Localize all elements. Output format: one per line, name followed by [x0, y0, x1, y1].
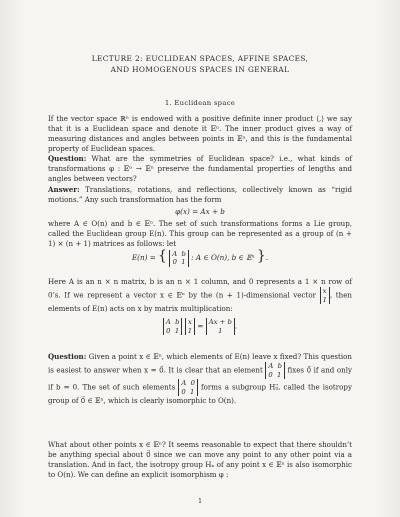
paragraph-intro: If the vector space ℝⁿ is endowed with a positive definite inner product ⟨,⟩ we say that it is a Euclidean space and denote it 𝔼ⁿ. The inner product gives a way of measuring distances and angles between points in 𝔼ⁿ, and this is the fundamental property of Euclidean spaces.: [48, 114, 352, 153]
paragraph-representation: Here A is an n × n matrix, b is an n × 1 column, and 0 represents a 1 × n row of 0’s. If we represent a vector x ∈ 𝔼ⁿ by the (n + 1)-dimensional vector x 1 , then elements of E(n) acts on x by matrix multiplication:: [48, 277, 352, 313]
matrix-isotropy: A 0 0 1: [178, 379, 198, 396]
question-text: Given a point x ∈ 𝔼ⁿ, which elements of E(n) leave x fixed? This question is easiest to answer when x = 0⃗. It is clear that an element: [48, 352, 352, 375]
matrix-block: A b 0 1: [169, 250, 189, 267]
matrix-element: A b 0 1: [265, 362, 285, 379]
equation-action: A b 0 1 x 1 = Ax + b 1 .: [48, 318, 352, 335]
lecture-title: [48, 53, 352, 75]
answer-1: [48, 185, 352, 205]
page-number: 1: [198, 498, 202, 505]
paragraph-euclidean-group: where A ∈ O(n) and b ∈ 𝔼ⁿ. The set of such transformations forms a Lie group, called the Euclidean group E(n). This group can be represented as a group of (n + 1) × (n + 1) matrices as follows: let: [48, 219, 352, 248]
paragraph-other-points: What about other points x ∈ 𝔼ⁿ? It seems reasonable to expect that there shouldn’t be anything special about 0⃗ since we can move any point to any other point via a translation. And in fact, the isotropy group Hₓ of any point x ∈ 𝔼ⁿ is also isomorphic to O(n). We can define an explicit isomorphism φ :: [48, 440, 352, 479]
section-heading: 1. Euclidean space: [164, 99, 236, 107]
vector-x1: x 1: [320, 287, 330, 304]
equation-rigid-motion: φ(x) = Ax + b: [175, 207, 225, 216]
answer-label: Answer:: [48, 185, 80, 194]
answer-text: Translations, rotations, and reflections, collectively known as “rigid motions.” Any such transformation has the form: [48, 185, 352, 204]
question-label: Question:: [48, 352, 87, 361]
question-1: [48, 154, 352, 184]
question-2: Question: Given a point x ∈ 𝔼ⁿ, which elements of E(n) leave x fixed? This question is easiest to answer when x = 0⃗. It is clear that an element A b 0 1 fixes 0⃗ if and only if b = 0. The set of such elements A 0 0 1 forms a subgroup H₀⃗, called the isotropy group of 0⃗ ∈ 𝔼ⁿ, which is clearly isomorphic to O(n).: [48, 352, 352, 405]
question-label: Question:: [48, 154, 87, 163]
question-text: What are the symmetries of Euclidean space? i.e., what kinds of transformations φ : 𝔼ⁿ → 𝔼ⁿ preserve the fundamental properties of lengths and angles between vectors?: [48, 154, 352, 183]
equation-euclidean-group: E(n) = { A b 0 1 : A ∈ O(n), b ∈ 𝔼ⁿ }.: [131, 248, 269, 266]
title-line-1: LECTURE 2: EUCLIDEAN SPACES, AFFINE SPACES,: [91, 54, 309, 63]
title-line-2: AND HOMOGENOUS SPACES IN GENERAL: [110, 65, 290, 74]
